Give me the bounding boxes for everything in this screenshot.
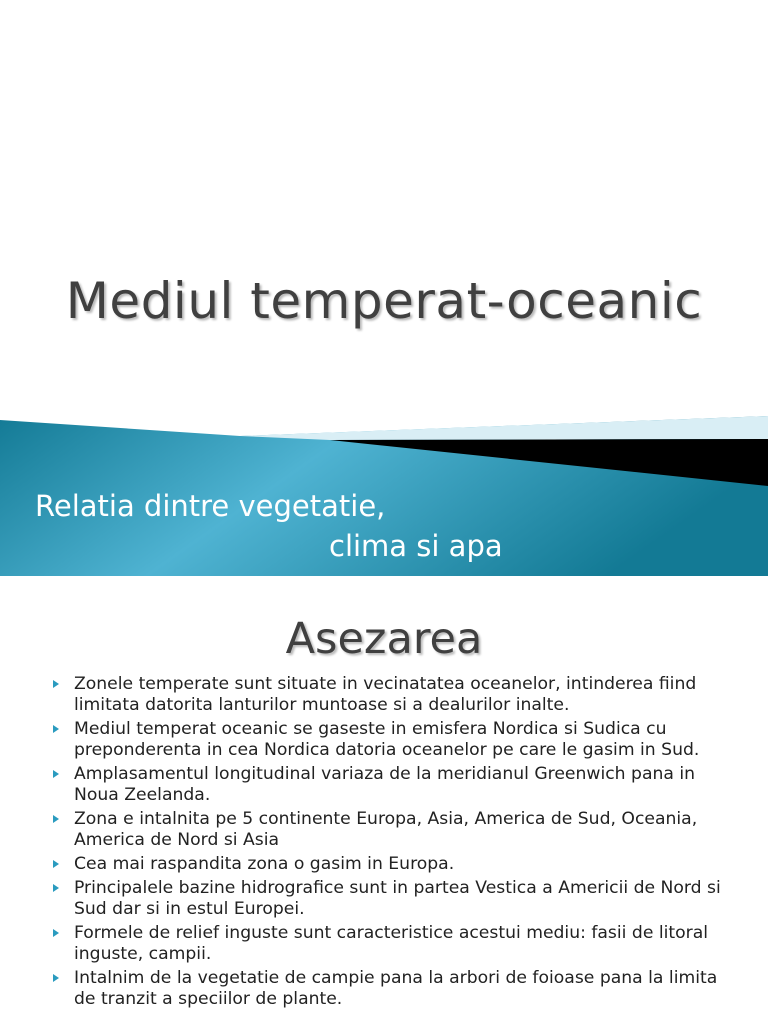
list-item [50,923,740,965]
list-item [50,878,740,920]
bullet-arrow-icon [53,929,59,937]
bullet-arrow-icon [53,860,59,868]
list-item [50,764,740,806]
list-item [50,719,740,761]
list-item-text: Zonele temperate sunt situate in vecinatatea oceanelor, intinderea fiind limitata datorita lanturilor muntoase si a dealurilor inalte. [74,674,697,715]
content-slide [0,576,768,1024]
bullet-arrow-icon [53,974,59,982]
slide-subtitle [35,486,503,566]
list-item-text: Principalele bazine hidrografice sunt in partea Vestica a Americii de Nord si Sud dar si in estul Europei. [74,878,721,919]
list-item-text: Mediul temperat oceanic se gaseste in emisfera Nordica si Sudica cu preponderenta in cea Nordica datoria oceanelor pe care le gasim in Sud. [74,719,700,760]
list-item-text: Formele de relief inguste sunt caracteristice acestui mediu: fasii de litoral inguste, campii. [74,923,709,964]
list-item [50,854,740,875]
list-item [50,968,740,1010]
bullet-arrow-icon [53,770,59,778]
list-item-text: Zona e intalnita pe 5 continente Europa, Asia, America de Sud, Oceania, America de Nord si Asia [74,809,698,850]
list-item [50,674,740,716]
list-item [50,809,740,851]
bullet-arrow-icon [53,725,59,733]
list-item-text: Cea mai raspandita zona o gasim in Europa. [74,854,455,874]
subtitle-line-1: Relatia dintre vegetatie, [35,489,386,523]
list-item-text: Intalnim de la vegetatie de campie pana la arbori de foioase pana la limita de tranzit a speciilor de plante. [74,968,718,1009]
bullet-arrow-icon [53,884,59,892]
slide-heading: Asezarea [285,614,483,664]
slide-title: Mediul temperat-oceanic [65,272,703,330]
bullet-list [50,674,740,1013]
bullet-arrow-icon [53,815,59,823]
list-item-text: Amplasamentul longitudinal variaza de la meridianul Greenwich pana in Noua Zeelanda. [74,764,696,805]
bullet-arrow-icon [53,680,59,688]
subtitle-line-2: clima si apa [329,529,503,563]
